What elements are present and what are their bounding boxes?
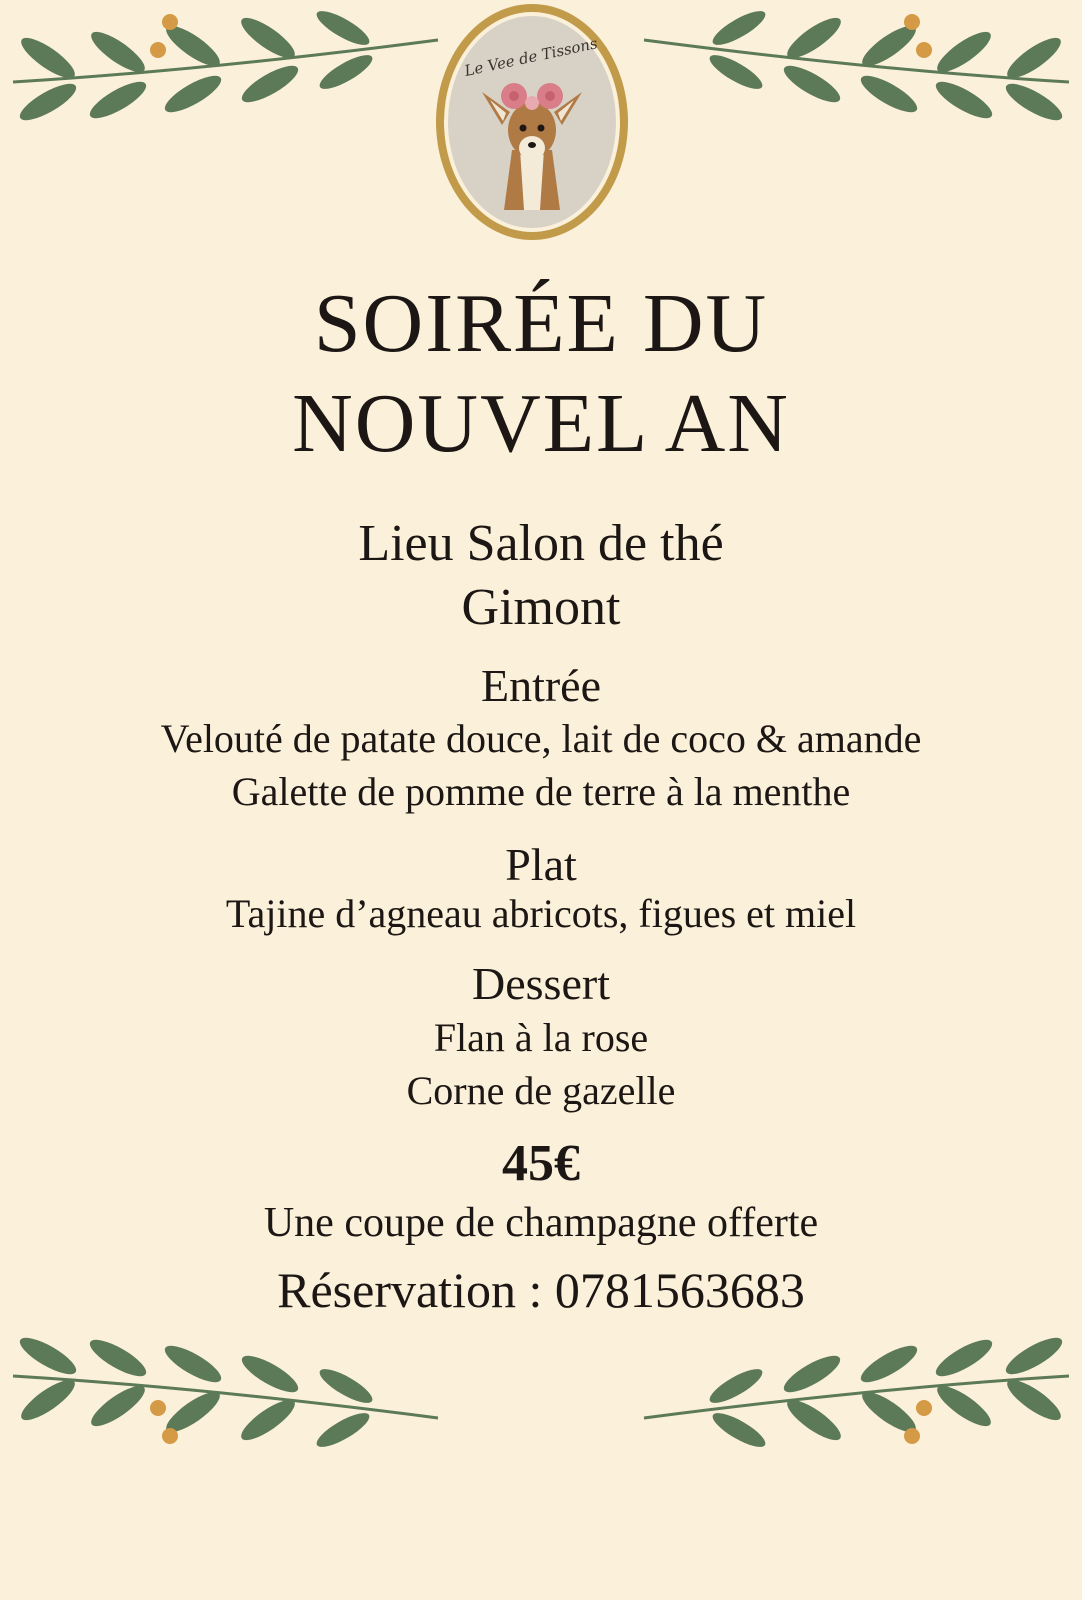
logo-script-text: Le Vee de Tissons xyxy=(462,34,600,80)
olive-branch-bottom-left xyxy=(8,1318,448,1448)
venue-line-2: Gimont xyxy=(461,579,621,636)
price: 45€ xyxy=(502,1135,580,1192)
title-line-1: SOIRÉE DU xyxy=(313,277,769,370)
entree-heading: Entrée xyxy=(480,660,602,711)
olive-branch-top-left xyxy=(8,10,448,140)
reservation-phone: Réservation : 0781563683 xyxy=(277,1262,805,1318)
olive-branch-graphic xyxy=(644,10,1069,127)
plat-heading: Plat xyxy=(505,839,577,890)
olive-branch-top-right xyxy=(634,10,1074,140)
champagne-note: Une coupe de champagne offerte xyxy=(263,1200,819,1246)
dessert-heading: Dessert xyxy=(472,958,610,1009)
venue-line-1: Lieu Salon de thé xyxy=(358,515,724,572)
olive-branch-graphic xyxy=(644,1331,1069,1448)
dessert-dish: Corne de gazelle xyxy=(406,1068,676,1113)
dessert-dish: Flan à la rose xyxy=(433,1015,649,1060)
fawn-logo xyxy=(432,0,632,250)
title-line-2: NOUVEL AN xyxy=(292,377,790,470)
olive-branch-bottom-right xyxy=(634,1318,1074,1448)
olive-branch-graphic xyxy=(13,10,438,127)
plat-dish: Tajine d’agneau abricots, figues et miel xyxy=(225,891,857,936)
entree-dish: Galette de pomme de terre à la menthe xyxy=(231,769,851,814)
olive-branch-graphic xyxy=(13,1331,438,1448)
entree-dish: Velouté de patate douce, lait de coco & amande xyxy=(160,716,922,761)
